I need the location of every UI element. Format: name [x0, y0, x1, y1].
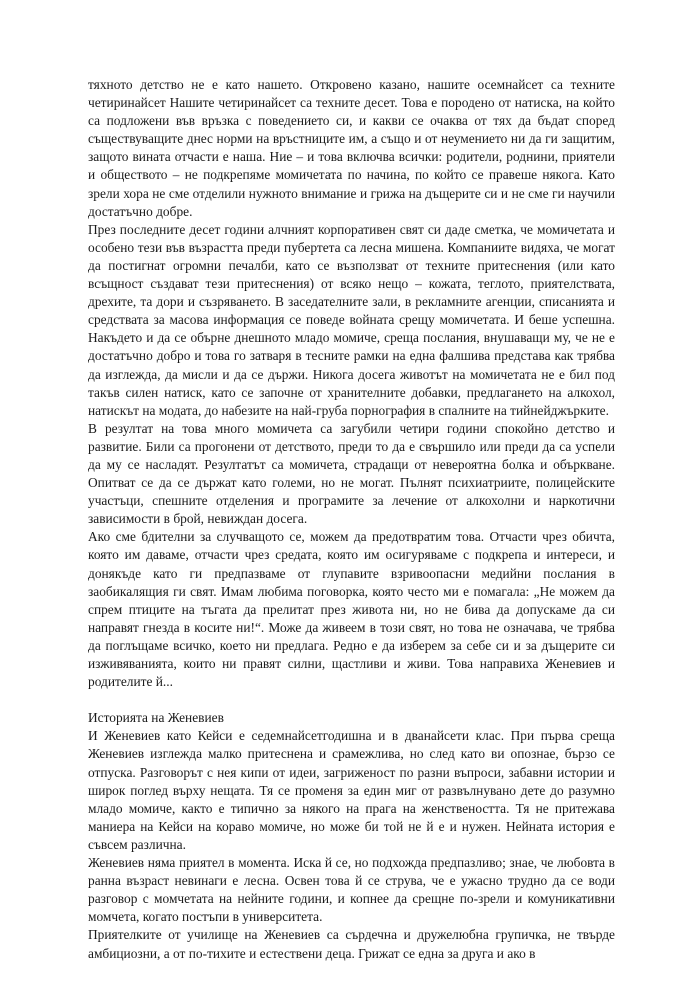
paragraph: През последните десет години алчният корпоративен свят си даде сметка, че момичетата и особено тези във възрастта преди пубертета са лесна мишена. Компаниите видяха, че могат да постигнат огромни печалби, като се възползват от техните притеснения (или като всъщност създават тези притеснения) от всяко нещо – кожата, теглото, приятелствата, дрехите, та дори и съзряването. В заседателните зали, в рекламните агенции, списанията и средствата за масова информация се поведе войната срещу момичетата. И беше успешна. Накъдето и да се обърне днешното младо момиче, среща послания, внушаващи му, че не е достатъчно добро и това го затваря в тесните рамки на една фалшива представа как трябва да изглежда, да мисли и да се държи. Никога досега животът на момичетата не е бил под такъв силен натиск, като се започне от хранителните добавки, предлагането на алкохол, натискът на модата, до набезите на най-груба порнография в спалните на тийнейджърките. [88, 221, 615, 418]
paragraph: Ако сме бдителни за случващото се, можем да предотвратим това. Отчасти чрез обичта, която им даваме, отчасти чрез средата, която им осигуряваме с подкрепа и интереси, и донякъде като ги предпазваме от глупавите взривоопасни медийни послания в заобикалящия ги свят. Имам любима поговорка, която често ми е помагала: „Не можем да спрем птиците на тъгата да прелитат през живота ни, но не бива да допускаме да си направят гнезда в косите ни!“. Може да живеем в този свят, но това не означава, че трябва да поглъщаме всичко, което ни предлага. Редно е да изберем за себе си и за дъщерите си изживяванията, които ни правят силни, щастливи и живи. Това направиха Женевиев и родителите й... [88, 529, 615, 690]
paragraph: В резултат на това много момичета са загубили четири години спокойно детство и развитие. Били са прогонени от детството, преди то да е свършило или преди да са успели да му се насладят. Резултатът са момичета, страдащи от невероятна болка и объркване. Опитват се да се държат като големи, но не могат. Пълнят психиатриите, полицейските участъци, спешните отделения и програмите за лечение от алкохолни и наркотични зависимости в брой, невиждан досега. [88, 420, 615, 527]
paragraph: тяхното детство не е като нашето. Откровено казано, нашите осемнайсет са техните четиринайсет Нашите четиринайсет са техните десет. Това е породено от натиска, на който са подложени във връзка с поведението си, и какви се очаква от тях да бъдат според съществуващите днес норми на връстниците им, а също и от неумението ни да ги защитим, защото вината отчасти е наша. Ние – и това включва всички: родители, роднини, приятели и обществото – не подкрепяме момичетата по начина, по който се правеше някога. Като зрели хора не сме отделили нужното внимание и грижа на дъщерите си и не сме ги научили достатъчно добре. [88, 77, 615, 219]
paragraph: И Женевиев като Кейси е седемнайсетгодишна и в дванайсети клас. При първа среща Женевиев изглежда малко притеснена и срамежлива, но след като ви опознае, бързо се отпуска. Разговорът с нея кипи от идеи, загриженост по разни въпроси, забавни истории и широк поглед върху нещата. Тя се променя за един миг от развълнувано дете до разумно младо момиче, както е типично за някого на прага на женствеността. Тя не притежава маниера на Кейси на кораво момиче, но може би той не й е и нужен. Нейната история е съвсем различна. [88, 728, 615, 852]
section-spacer [88, 691, 615, 709]
paragraph: Женевиев няма приятел в момента. Иска й се, но подхожда предпазливо; знае, че любовта в ранна възраст невинаги е лесна. Освен това й се струва, че е ужасно трудно да се води разговор с момчетата на нейните години, и копнее да срещне по-зрели и комуникативни момчета, когато постъпи в университета. [88, 855, 615, 925]
body-text [88, 76, 615, 963]
paragraph: Приятелките от училище на Женевиев са сърдечна и дружелюбна групичка, не твърде амбициозни, а от по-тихите и естествени деца. Грижат се една за друга и ако в [88, 927, 615, 961]
section-heading: Историята на Женевиев [88, 710, 224, 726]
